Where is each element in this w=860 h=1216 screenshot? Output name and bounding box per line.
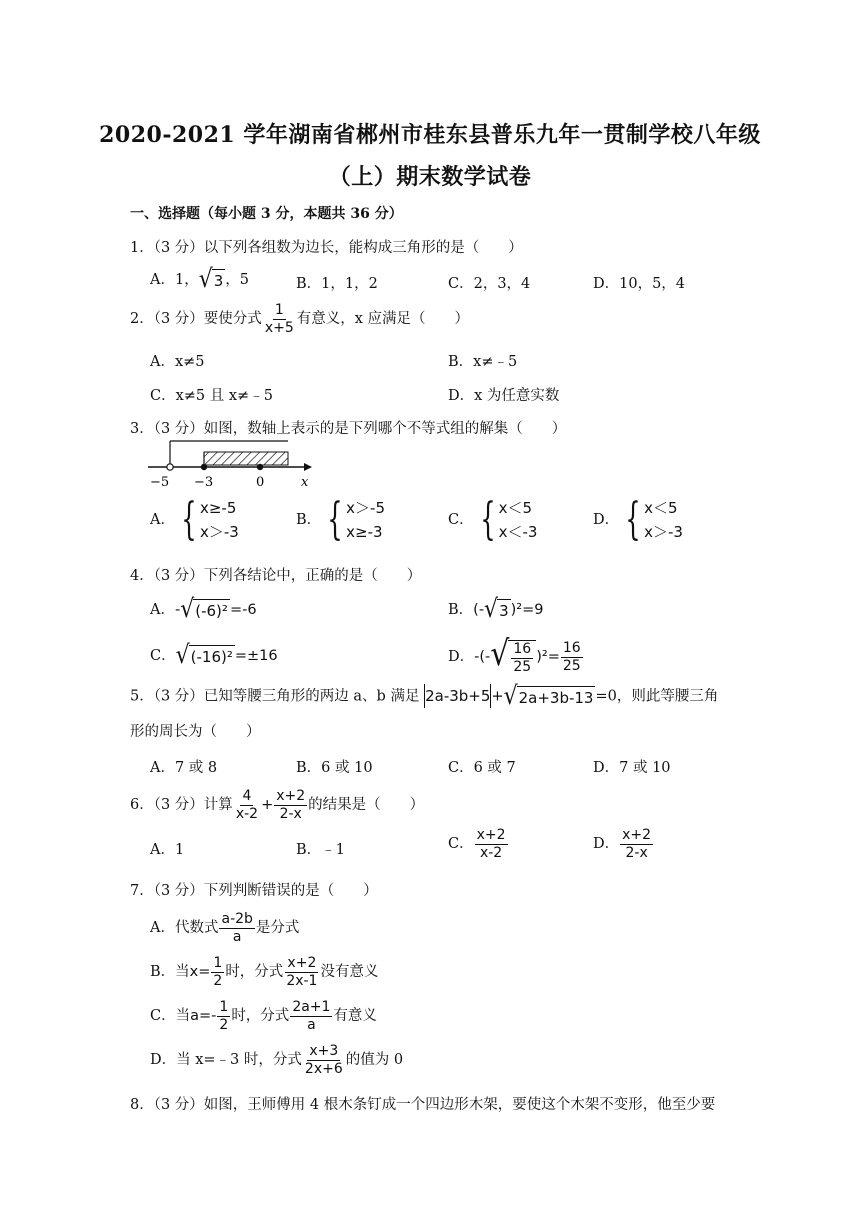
question-5-stem: 5．（3 分）已知等腰三角形的两边 a、b 满足 2a-3b+5+ √ 2a+3b-13 =0，则此等腰三角 <box>130 681 719 711</box>
q2-option-a: A．x≠5 <box>150 354 205 370</box>
exam-title-line-2: （上）期末数学试卷 <box>328 164 532 190</box>
number-line-figure <box>146 438 316 490</box>
axis-arrow <box>304 463 312 471</box>
question-3-stem: 3．（3 分）如图，数轴上表示的是下列哪个不等式组的解集（ ） <box>130 421 567 437</box>
q7-option-d: D．当 x=﹣3 时，分式 $\frac{x+3}{2x+6}$ 的值为 0 <box>150 1043 404 1077</box>
q7-option-a: A．代数式 $\frac{a-2b}{a}$ 是分式 <box>150 911 300 945</box>
absolute-value: 2a-3b+5 <box>424 687 491 705</box>
q6-option-a: A．1 <box>150 842 185 858</box>
q3-option-d: D． { x＜5 x＞-3 <box>593 494 683 545</box>
q3-option-b: B． { x＞-5 x≥-3 <box>296 494 385 545</box>
q6-option-d: D． $\frac{x+2}{2-x}$ <box>593 827 652 861</box>
q7-option-b: B．当x= $\frac{1}{2}$ 时，分式 $\frac{x+2}{2x-1}$ 没有意义 <box>150 955 379 989</box>
question-7-stem: 7．（3 分）下列判断错误的是（ ） <box>130 883 378 899</box>
q6-option-b: B．﹣1 <box>296 842 345 858</box>
question-2-stem: 2．（3 分）要使分式 $\frac{1}{x+5}$ 有意义，x 应满足（ ） <box>130 302 470 336</box>
q5-option-c: C．6 或 7 <box>448 760 516 776</box>
tick-label: x <box>301 475 309 490</box>
question-6-stem: 6．（3 分）计算 $\frac{4}{x-2}$ + $\frac{x+2}{2-x}$ 的结果是（ ） <box>130 788 425 822</box>
closed-point <box>201 464 207 470</box>
q5-option-d: D．7 或 10 <box>593 760 671 776</box>
exam-title-line-1: 2020-2021 学年湖南省郴州市桂东县普乐九年一贯制学校八年级 <box>99 122 761 148</box>
q3-option-c: C． { x＜5 x＜-3 <box>448 494 538 545</box>
q2-option-d: D．x 为任意实数 <box>448 388 560 404</box>
q1-option-b: B．1，1，2 <box>296 276 378 292</box>
q4-option-a: A．- √ (-6)² =-6 <box>150 595 257 624</box>
q6-option-c: C． $\frac{x+2}{x-2}$ <box>448 827 506 861</box>
q4-option-c: C． √ (-16)² =±16 <box>150 641 278 670</box>
tick-label: −3 <box>194 475 214 490</box>
q4-option-d: D．-(- √ $\frac{16}{25}$ )²= $\frac{16}{25}$ <box>448 633 581 675</box>
q2-option-c: C．x≠5 且 x≠﹣5 <box>150 388 273 404</box>
section-heading: 一、选择题（每小题 3 分，本题共 36 分） <box>130 206 403 222</box>
shaded-region <box>204 452 288 465</box>
zero-point <box>257 464 263 470</box>
tick-label: 0 <box>256 475 265 490</box>
open-point <box>167 464 173 470</box>
q3-option-a: A． { x≥-5 x＞-3 <box>150 494 239 545</box>
q2-option-b: B．x≠﹣5 <box>448 354 518 370</box>
question-5-line-2: 形的周长为（ ） <box>130 724 261 740</box>
question-1-stem: 1．（3 分）以下列各组数为边长，能构成三角形的是（ ） <box>130 240 523 256</box>
q1-option-c: C．2，3，4 <box>448 276 531 292</box>
q4-option-b: B．(- √ 3 )²=9 <box>448 595 544 624</box>
q7-option-c: C．当a=- $\frac{1}{2}$ 时，分式 $\frac{2a+1}{a}$ 有意义 <box>150 999 377 1033</box>
q5-option-b: B．6 或 10 <box>296 760 373 776</box>
fraction: $\frac{1}{x+5}$ <box>264 302 294 336</box>
question-4-stem: 4．（3 分）下列各结论中，正确的是（ ） <box>130 568 422 584</box>
q1-option-a: A．1， √ 3 ，5 <box>150 265 250 294</box>
question-8-stem: 8．（3 分）如图，王师傅用 4 根木条钉成一个四边形木架，要使这个木架不变形，他至少要 <box>130 1097 716 1113</box>
tick-label: −5 <box>150 475 170 490</box>
q1-option-d: D．10，5，4 <box>593 276 686 292</box>
q5-option-a: A．7 或 8 <box>150 760 218 776</box>
